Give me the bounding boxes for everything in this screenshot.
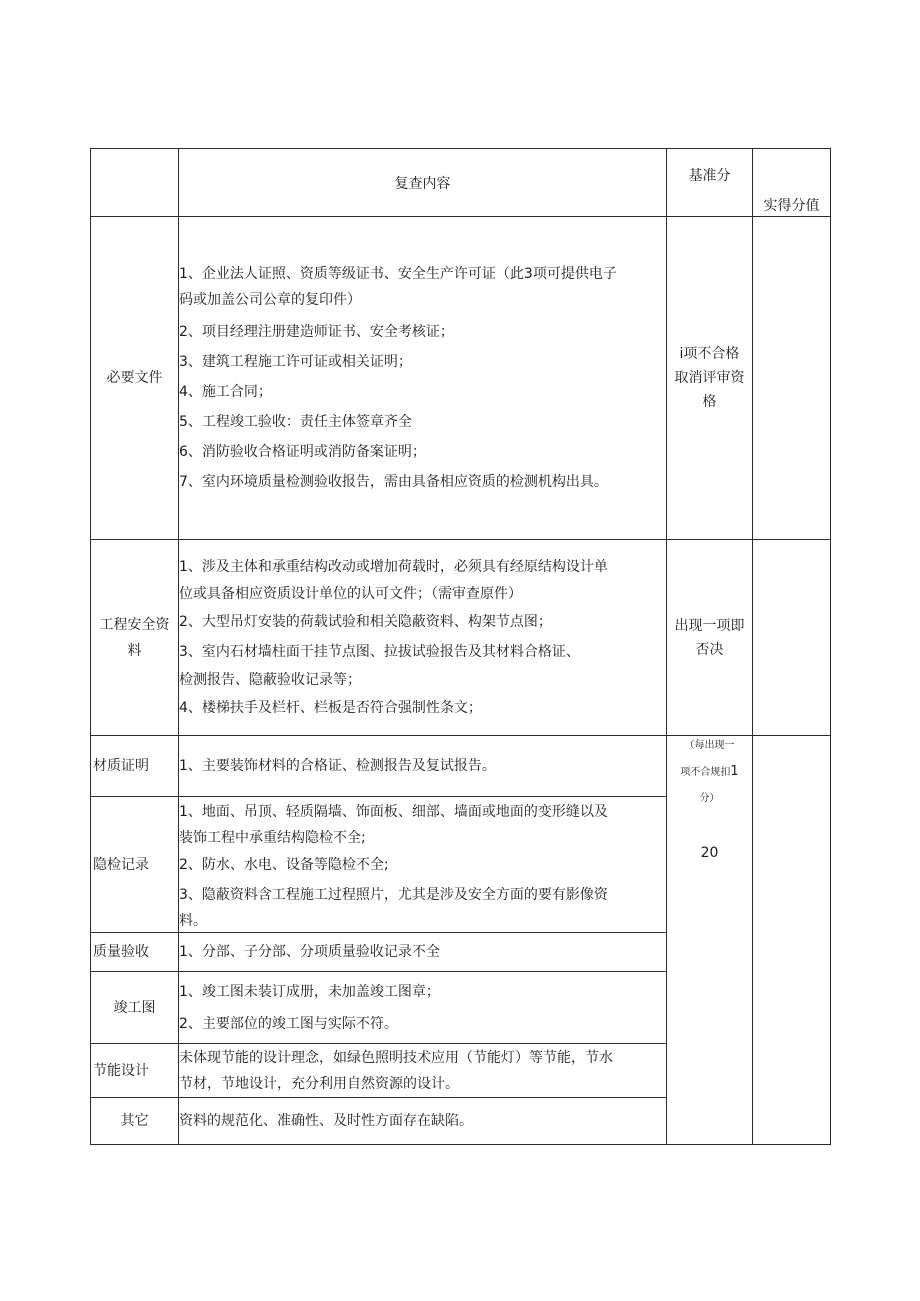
items-safety-docs: [179, 540, 667, 736]
list-item: 料。: [179, 912, 207, 929]
category-safety-docs: [91, 540, 179, 736]
list-item: 未体现节能的设计理念，如绿色照明技术应用（节能灯）等节能，节水: [179, 1049, 613, 1066]
list-item: 码或加盖公司公章的复印件）: [179, 292, 361, 308]
list-item: 5、工程竣工验收：责任主体签章齐全: [179, 414, 412, 430]
actual-score-cell: [753, 540, 831, 736]
deduction-note-line: 分）: [699, 793, 720, 804]
score-line: 出现一项即: [674, 617, 745, 634]
table-row: [91, 217, 831, 540]
list-item: 2、主要部位的竣工图与实际不符。: [179, 1015, 398, 1032]
actual-score-cell: [753, 736, 831, 1145]
deduction-note-line: （每出现一: [684, 740, 735, 751]
list-item: 2、防水、水电、设备等隐检不全;: [179, 856, 389, 873]
header-row: [91, 149, 831, 217]
header-content: 复查内容: [179, 149, 667, 217]
items-as-built-drawings: [179, 972, 667, 1044]
category-required-docs: 必要文件: [91, 217, 179, 540]
list-item: 2、大型吊灯安装的荷载试验和相关隐蔽资料、构架节点图；: [179, 613, 552, 630]
shared-score-cell: [667, 736, 753, 1145]
review-table: [90, 148, 831, 1145]
list-item: 资料的规范化、准确性、及时性方面存在缺陷。: [179, 1113, 473, 1129]
items-other: [179, 1098, 667, 1145]
list-item: 4、楼梯扶手及栏杆、栏板是否符合强制性条文；: [179, 699, 482, 716]
deduction-note-line: 项不合规扣1: [680, 764, 739, 779]
header-base-score: 基准分: [667, 149, 753, 217]
category-other: 其它: [91, 1098, 179, 1145]
items-quality-acceptance: [179, 933, 667, 972]
score-line: i项不合格: [679, 346, 740, 362]
header-actual-score: 实得分值: [753, 149, 831, 217]
category-quality-acceptance: 质量验收: [91, 933, 179, 972]
category-material-cert: 材质证明: [91, 736, 179, 797]
table-row: [91, 736, 831, 797]
list-item: 检测报告、隐蔽验收记录等；: [179, 671, 361, 688]
list-item: 4、施工合同；: [179, 384, 272, 400]
list-item: 6、消防验收合格证明或消防备案证明；: [179, 444, 426, 460]
category-line: 料: [127, 642, 142, 659]
base-score-value: 20: [700, 845, 719, 861]
list-item: 1、企业法人证照、资质等级证书、安全生产许可证（此3项可提供电子: [179, 266, 617, 282]
category-line: 工程安全资: [99, 616, 170, 633]
list-item: 位或具备相应资质设计单位的认可文件；（需审查原件）: [179, 585, 522, 602]
table-row: [91, 540, 831, 736]
list-item: 3、建筑工程施工许可证或相关证明；: [179, 354, 412, 370]
list-item: 1、涉及主体和承重结构改动或增加荷载时，必须具有经原结构设计单: [179, 558, 608, 575]
category-as-built-drawings: 竣工图: [91, 972, 179, 1044]
list-item: 1、地面、吊顶、轻质隔墙、饰面板、细部、墙面或地面的变形缝以及: [179, 803, 608, 820]
score-line: 取消评审资: [674, 370, 745, 386]
list-item: 3、隐蔽资料含工程施工过程照片，尤其是涉及安全方面的要有影像资: [179, 886, 608, 903]
actual-score-cell: [753, 217, 831, 540]
score-required-docs: [667, 217, 753, 540]
list-item: 2、项目经理注册建造师证书、安全考核证；: [179, 324, 454, 340]
items-required-docs: [179, 217, 667, 540]
score-safety-docs: [667, 540, 753, 736]
score-line: 格: [702, 394, 717, 410]
list-item: 7、室内环境质量检测验收报告，需由具备相应资质的检测机构出具。: [179, 474, 608, 490]
list-item: 3、室内石材墙柱面干挂节点图、拉拔试验报告及其材料合格证、: [179, 643, 580, 660]
items-material-cert: [179, 736, 667, 797]
list-item: 装饰工程中承重结构隐检不全;: [179, 829, 366, 846]
list-item: 1、分部、子分部、分项质量验收记录不全: [179, 944, 440, 960]
category-energy-design: 节能设计: [91, 1044, 179, 1098]
items-concealed-inspection: [179, 797, 667, 933]
list-item: 节材，节地设计，充分利用自然资源的设计。: [179, 1075, 459, 1092]
list-item: 1、主要装饰材料的合格证、检测报告及复试报告。: [179, 758, 496, 774]
score-line: 否决: [695, 641, 724, 658]
items-energy-design: [179, 1044, 667, 1098]
header-category-cell: [91, 149, 179, 217]
category-concealed-inspection: 隐检记录: [91, 797, 179, 933]
list-item: 1、竣工图未装订成册，未加盖竣工图章；: [179, 983, 440, 1000]
